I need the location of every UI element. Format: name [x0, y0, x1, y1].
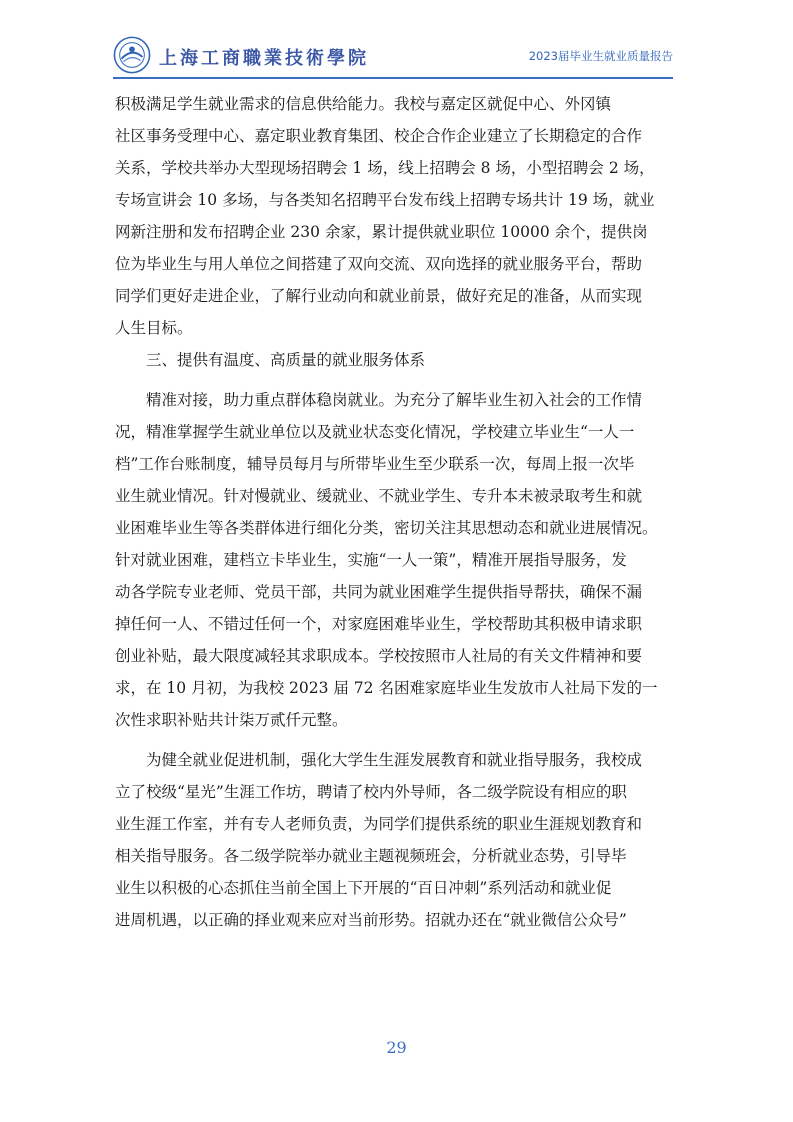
text-line: 业生涯工作室，并有专人老师负责，为同学们提供系统的职业生涯规划教育和 — [115, 815, 643, 833]
text-line: 动各学院专业老师、党员干部，共同为就业困难学生提供指导帮扶，确保不漏 — [115, 583, 643, 601]
text-line: 为健全就业促进机制，强化大学生生涯发展教育和就业指导服务，我校成 — [146, 751, 643, 769]
text-line: 档”工作台账制度，辅导员每月与所带毕业生至少联系一次，每周上报一次毕 — [115, 455, 635, 473]
text-line: 针对就业困难，建档立卡毕业生，实施“一人一策”，精准开展指导服务，发 — [115, 551, 627, 569]
school-seal-icon — [113, 36, 151, 74]
body-text — [115, 88, 675, 936]
paragraph-career-guidance — [115, 744, 675, 936]
text-line: 专场宣讲会 10 多场，与各类知名招聘平台发布线上招聘专场共计 19 场，就业 — [115, 191, 655, 209]
paragraph-targeted-support — [115, 384, 675, 736]
text-line: 关系，学校共举办大型现场招聘会 1 场，线上招聘会 8 场，小型招聘会 2 场， — [115, 159, 655, 177]
text-line: 网新注册和发布招聘企业 230 余家，累计提供就业职位 10000 余个，提供岗 — [115, 223, 648, 241]
section-heading — [115, 344, 675, 376]
text-line: 况，精准掌握学生就业单位以及就业状态变化情况，学校建立毕业生“一人一 — [115, 423, 635, 441]
report-title: 2023届毕业生就业质量报告 — [528, 49, 673, 63]
text-line: 相关指导服务。各二级学院举办就业主题视频班会，分析就业态势，引导毕 — [115, 847, 627, 865]
text-line: 积极满足学生就业需求的信息供给能力。我校与嘉定区就促中心、外冈镇 — [115, 95, 612, 113]
text-line: 业生就业情况。针对慢就业、缓就业、不就业学生、专升本未被录取考生和就 — [115, 487, 643, 505]
text-line: 求，在 10 月初，为我校 2023 届 72 名困难家庭毕业生发放市人社局下发的一 — [115, 679, 658, 697]
page-number: 29 — [386, 1038, 407, 1057]
text-line: 位为毕业生与用人单位之间搭建了双向交流、双向选择的就业服务平台，帮助 — [115, 255, 643, 273]
header-divider — [113, 77, 673, 79]
text-line: 精准对接，助力重点群体稳岗就业。为充分了解毕业生初入社会的工作情 — [146, 391, 643, 409]
text-line: 社区事务受理中心、嘉定职业教育集团、校企合作企业建立了长期稳定的合作 — [115, 127, 643, 145]
text-line: 业困难毕业生等各类群体进行细化分类，密切关注其思想动态和就业进展情况。 — [115, 519, 658, 537]
paragraph-recruitment — [115, 88, 675, 344]
school-name: 上海工商職業技術學院 — [159, 48, 369, 69]
text-line: 掉任何一人、不错过任何一个，对家庭困难毕业生，学校帮助其积极申请求职 — [115, 615, 643, 633]
text-line: 同学们更好走进企业，了解行业动向和就业前景，做好充足的准备，从而实现 — [115, 287, 643, 305]
text-line: 人生目标。 — [115, 319, 193, 337]
page-header — [113, 36, 673, 76]
text-line: 进周机遇，以正确的择业观来应对当前形势。招就办还在“就业微信公众号” — [115, 911, 627, 929]
heading-text: 三、提供有温度、高质量的就业服务体系 — [146, 351, 426, 369]
text-line: 立了校级“星光”生涯工作坊，聘请了校内外导师，各二级学院设有相应的职 — [115, 783, 627, 801]
text-line: 创业补贴，最大限度减轻其求职成本。学校按照市人社局的有关文件精神和要 — [115, 647, 643, 665]
text-line: 次性求职补贴共计柒万贰仟元整。 — [115, 711, 348, 729]
text-line: 业生以积极的心态抓住当前全国上下开展的“百日冲刺”系列活动和就业促 — [115, 879, 612, 897]
